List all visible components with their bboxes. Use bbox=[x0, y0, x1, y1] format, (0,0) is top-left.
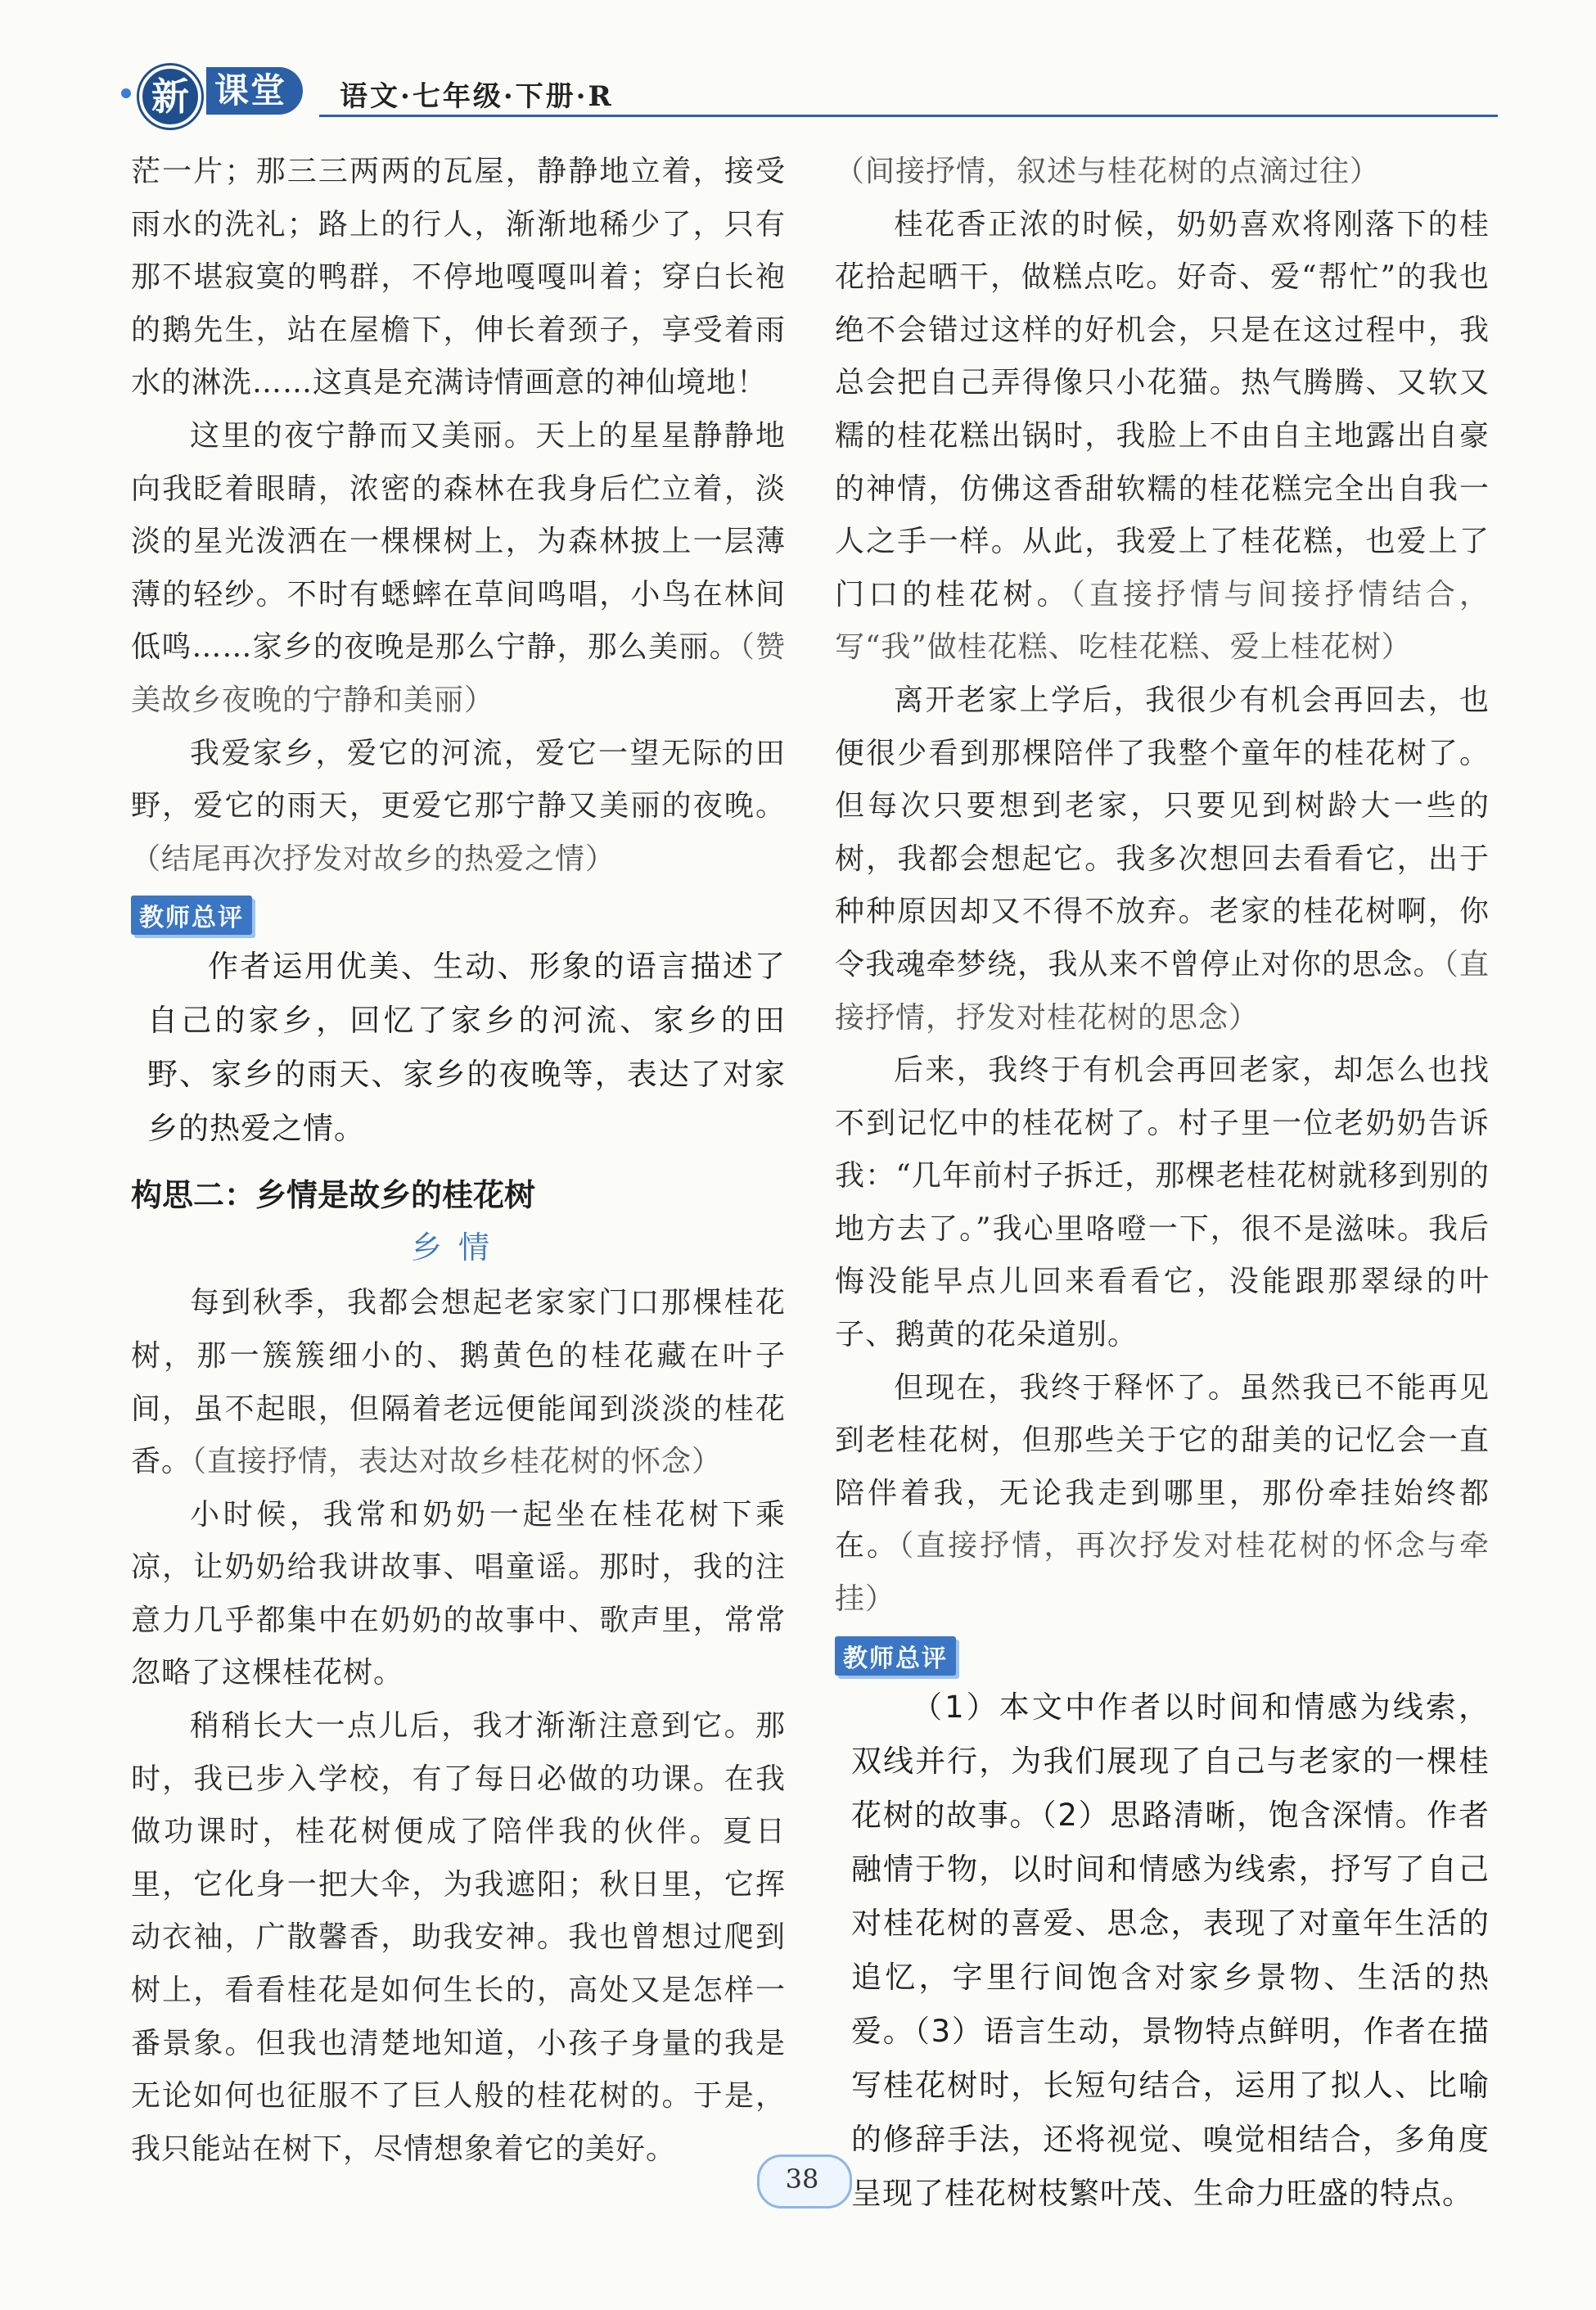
section-heading: 构思二：乡情是故乡的桂花树 bbox=[131, 1177, 536, 1214]
page-header bbox=[115, 57, 1498, 131]
page-footer bbox=[757, 2154, 847, 2207]
paragraph bbox=[131, 1277, 786, 1488]
right-column bbox=[835, 146, 1490, 2221]
paragraph bbox=[835, 199, 1490, 675]
annotation-note: （间接抒情，叙述与桂花树的点滴过往） bbox=[835, 155, 1381, 188]
page-number: 38 bbox=[785, 2163, 819, 2195]
header-divider bbox=[319, 115, 1498, 117]
paragraph bbox=[835, 675, 1490, 1044]
teacher-comment: 作者运用优美、生动、形象的语言描述了自己的家乡，回忆了家乡的河流、家乡的田野、家乡的雨天、家乡的夜晚等，表达了对家乡的热爱之情。 bbox=[147, 949, 786, 1147]
teacher-comment-badge: 教师总评 bbox=[131, 896, 252, 935]
paragraph-text: 我爱家乡，爱它的河流，爱它一望无际的田野，爱它的雨天，更爱它那宁静又美丽的夜晚。 bbox=[131, 736, 786, 823]
annotation-note: （直接抒情，表达对故乡桂花树的怀念） bbox=[192, 1445, 723, 1479]
paragraph bbox=[835, 1362, 1490, 1626]
paragraph: 后来，我终于有机会再回老家，却怎么也找不到记忆中的桂花树了。村子里一位老奶奶告诉我：“几年前村子拆迁，那棵老桂花树就移到别的地方去了。”我心里咯噔一下，很不是滋味。我后悔没能早点儿回来看看它，没能跟那翠绿的叶子、鹅黄的花朵道别。 bbox=[835, 1053, 1490, 1352]
annotation-note: （直接抒情，再次抒发对桂花树的怀念与牵挂） bbox=[835, 1529, 1490, 1617]
annotation-note: （赞美故乡夜晚的宁静和美丽） bbox=[131, 630, 786, 717]
paragraph bbox=[131, 410, 786, 728]
paragraph-text: 但现在，我终于释怀了。虽然我已不能再见到老桂花树，但那些关于它的甜美的记忆会一直陪伴着我，无论我走到哪里，那份牵挂始终都在。 bbox=[835, 1370, 1490, 1563]
logo-text-first: 新 bbox=[139, 65, 201, 128]
annotation-note: （结尾再次抒发对故乡的热爱之情） bbox=[131, 841, 616, 876]
paragraph bbox=[131, 728, 786, 887]
paragraph-text: 桂花香正浓的时候，奶奶喜欢将刚落下的桂花拾起晒干，做糕点吃。好奇、爱“帮忙”的我也绝不会错过这样的好机会，只是在这过程中，我总会把自己弄得像只小花猫。热气腾腾、又软又糯的桂花糕出锅时，我脸上不由自主地露出自豪的神情，仿佛这香甜软糯的桂花糕完全出自我一人之手一样。从此，我爱上了桂花糕，也爱上了门口的桂花树。 bbox=[835, 207, 1490, 611]
paragraph: 小时候，我常和奶奶一起坐在桂花树下乘凉，让奶奶给我讲故事、唱童谣。那时，我的注意力几乎都集中在奶奶的故事中、歌声里，常常忽略了这棵桂花树。 bbox=[131, 1497, 786, 1690]
logo-text-rest: 课堂 bbox=[206, 67, 303, 115]
annotation-note: （直接抒情与间接抒情结合，写“我”做桂花糕、吃桂花糕、爱上桂花树） bbox=[835, 577, 1490, 665]
teacher-comment-badge: 教师总评 bbox=[835, 1636, 956, 1676]
subject-label: 语文·七年级·下册·R bbox=[340, 80, 614, 113]
logo-dot-icon bbox=[121, 88, 131, 98]
paragraph: 茫一片；那三三两两的瓦屋，静静地立着，接受雨水的洗礼；路上的行人，渐渐地稀少了，只有那不堪寂寞的鸭群，不停地嘎嘎叫着；穿白长袍的鹅先生，站在屋檐下，伸长着颈子，享受着雨水的淋洗……这真是充满诗情画意的神仙境地！ bbox=[131, 155, 786, 400]
left-column bbox=[131, 146, 786, 2176]
essay-title: 乡情 bbox=[410, 1229, 506, 1266]
paragraph-text: 每到秋季，我都会想起老家家门口那棵桂花树，那一簇簇细小的、鹅黄色的桂花藏在叶子间，虽不起眼，但隔着老远便能闻到淡淡的桂花香。 bbox=[131, 1286, 786, 1479]
paragraph-text: 这里的夜宁静而又美丽。天上的星星静静地向我眨着眼睛，浓密的森林在我身后伫立着，淡淡的星光泼洒在一棵棵树上，为森林披上一层薄薄的轻纱。不时有蟋蟀在草间鸣唱，小鸟在林间低鸣……家乡的夜晚是那么宁静，那么美丽。 bbox=[131, 418, 786, 665]
teacher-comment: （1）本文中作者以时间和情感为线索，双线并行，为我们展现了自己与老家的一棵桂花树的故事。（2）思路清晰，饱含深情。作者融情于物，以时间和情感为线索，抒写了自己对桂花树的喜爱、思念，表现了对童年生活的追忆，字里行间饱含对家乡景物、生活的热爱。（3）语言生动，景物特点鲜明，作者在描写桂花树时，长短句结合，运用了拟人、比喻的修辞手法，还将视觉、嗅觉相结合，多角度呈现了桂花树枝繁叶茂、生命力旺盛的特点。 bbox=[851, 1689, 1490, 2211]
paragraph-text: 离开老家上学后，我很少有机会再回去，也便很少看到那棵陪伴了我整个童年的桂花树了。但每次只要想到老家，只要见到树龄大一些的树，我都会想起它。我多次想回去看看它，出于种种原因却又不得不放弃。老家的桂花树啊，你令我魂牵梦绕，我从来不曾停止对你的思念。 bbox=[835, 683, 1490, 981]
paragraph: 稍稍长大一点儿后，我才渐渐注意到它。那时，我已步入学校，有了每日必做的功课。在我做功课时，桂花树便成了陪伴我的伙伴。夏日里，它化身一把大伞，为我遮阳；秋日里，它挥动衣袖，广散馨香，助我安神。我也曾想过爬到树上，看看桂花是如何生长的，高处又是怎样一番景象。但我也清楚地知道，小孩子身量的我是无论如何也征服不了巨人般的桂花树的。于是，我只能站在树下，尽情想象着它的美好。 bbox=[131, 1709, 786, 2166]
annotation-note: （直接抒情，抒发对桂花树的思念） bbox=[835, 947, 1490, 1035]
brand-logo bbox=[115, 57, 319, 124]
